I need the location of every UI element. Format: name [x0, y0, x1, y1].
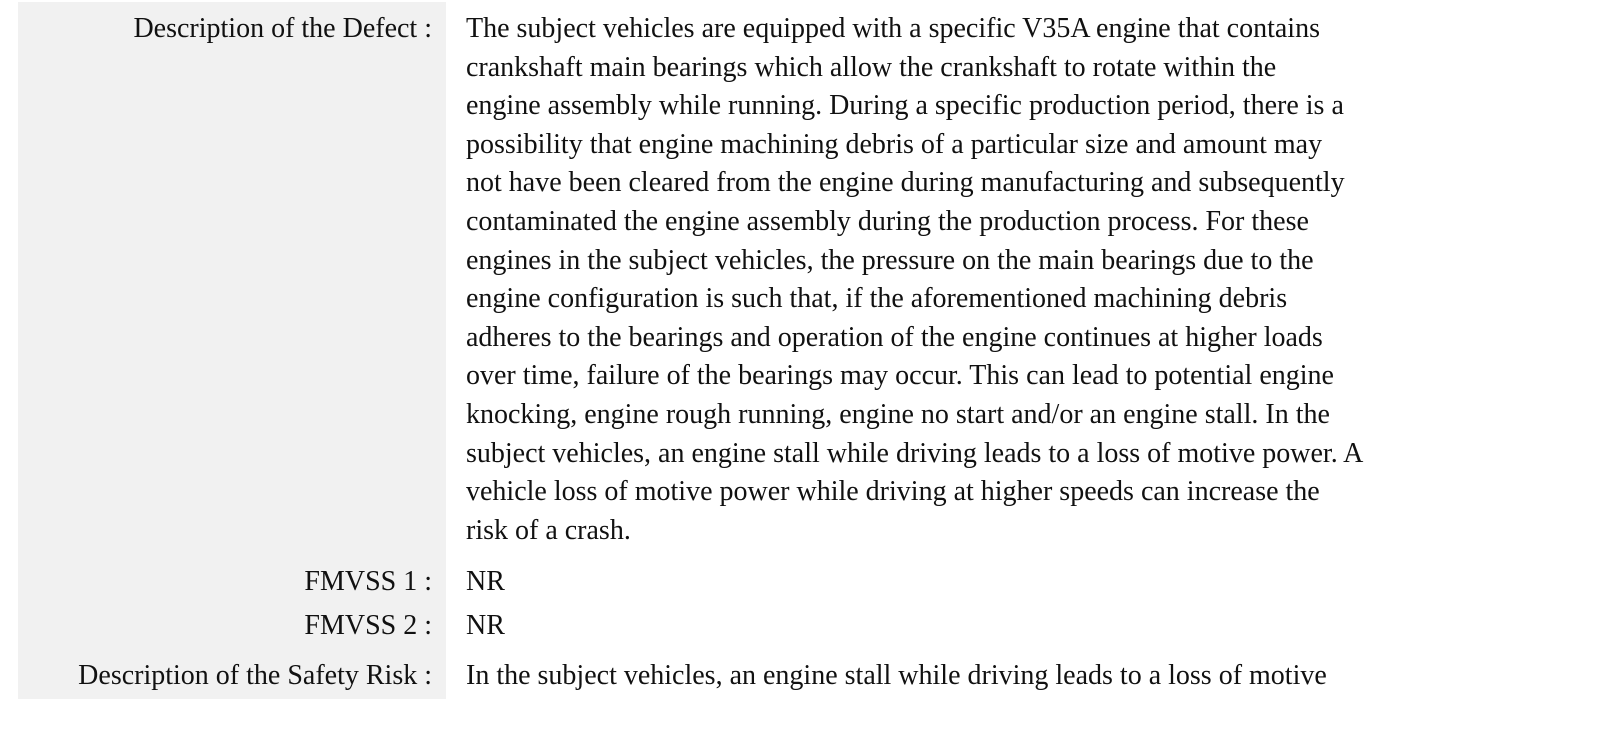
defect-description-line: contaminated the engine assembly during the production process. For these: [466, 205, 1309, 237]
defect-description-line: possibility that engine machining debris of a particular size and amount may: [466, 128, 1323, 160]
safety-risk-text: [466, 657, 1576, 696]
defect-description-line: risk of a crash.: [466, 514, 631, 546]
defect-description-line: crankshaft main bearings which allow the crankshaft to rotate within the: [466, 51, 1277, 83]
defect-description-text: [466, 10, 1576, 550]
defect-description-line: adheres to the bearings and operation of the engine continues at higher loads: [466, 321, 1323, 353]
defect-description-line: knocking, engine rough running, engine no start and/or an engine stall. In the: [466, 398, 1330, 430]
fmvss-1-value-line: NR: [466, 566, 505, 597]
fmvss-1-label: FMVSS 1 :: [304, 566, 432, 597]
defect-description-label: Description of the Defect :: [133, 13, 432, 44]
defect-description-line: subject vehicles, an engine stall while driving leads to a loss of motive power. A: [466, 437, 1364, 469]
safety-risk-line: In the subject vehicles, an engine stall while driving leads to a loss of motive: [466, 660, 1327, 691]
fmvss-2-value: [466, 607, 1576, 646]
defect-description-line: engine configuration is such that, if the aforementioned machining debris: [466, 283, 1288, 315]
defect-description-line: engine assembly while running. During a specific production period, there is a: [466, 90, 1344, 122]
defect-description-line: not have been cleared from the engine during manufacturing and subsequently: [466, 167, 1345, 199]
fmvss-2-value-line: NR: [466, 610, 505, 641]
defect-description-line: The subject vehicles are equipped with a specific V35A engine that contains: [466, 13, 1320, 44]
defect-description-line: vehicle loss of motive power while driving at higher speeds can increase the: [466, 476, 1320, 508]
defect-description-line: engines in the subject vehicles, the pressure on the main bearings due to the: [466, 244, 1314, 276]
safety-risk-label: Description of the Safety Risk :: [78, 660, 432, 691]
fmvss-1-value: [466, 563, 1576, 602]
defect-description-line: over time, failure of the bearings may occur. This can lead to potential engine: [466, 360, 1334, 392]
fmvss-2-label: FMVSS 2 :: [304, 610, 432, 641]
